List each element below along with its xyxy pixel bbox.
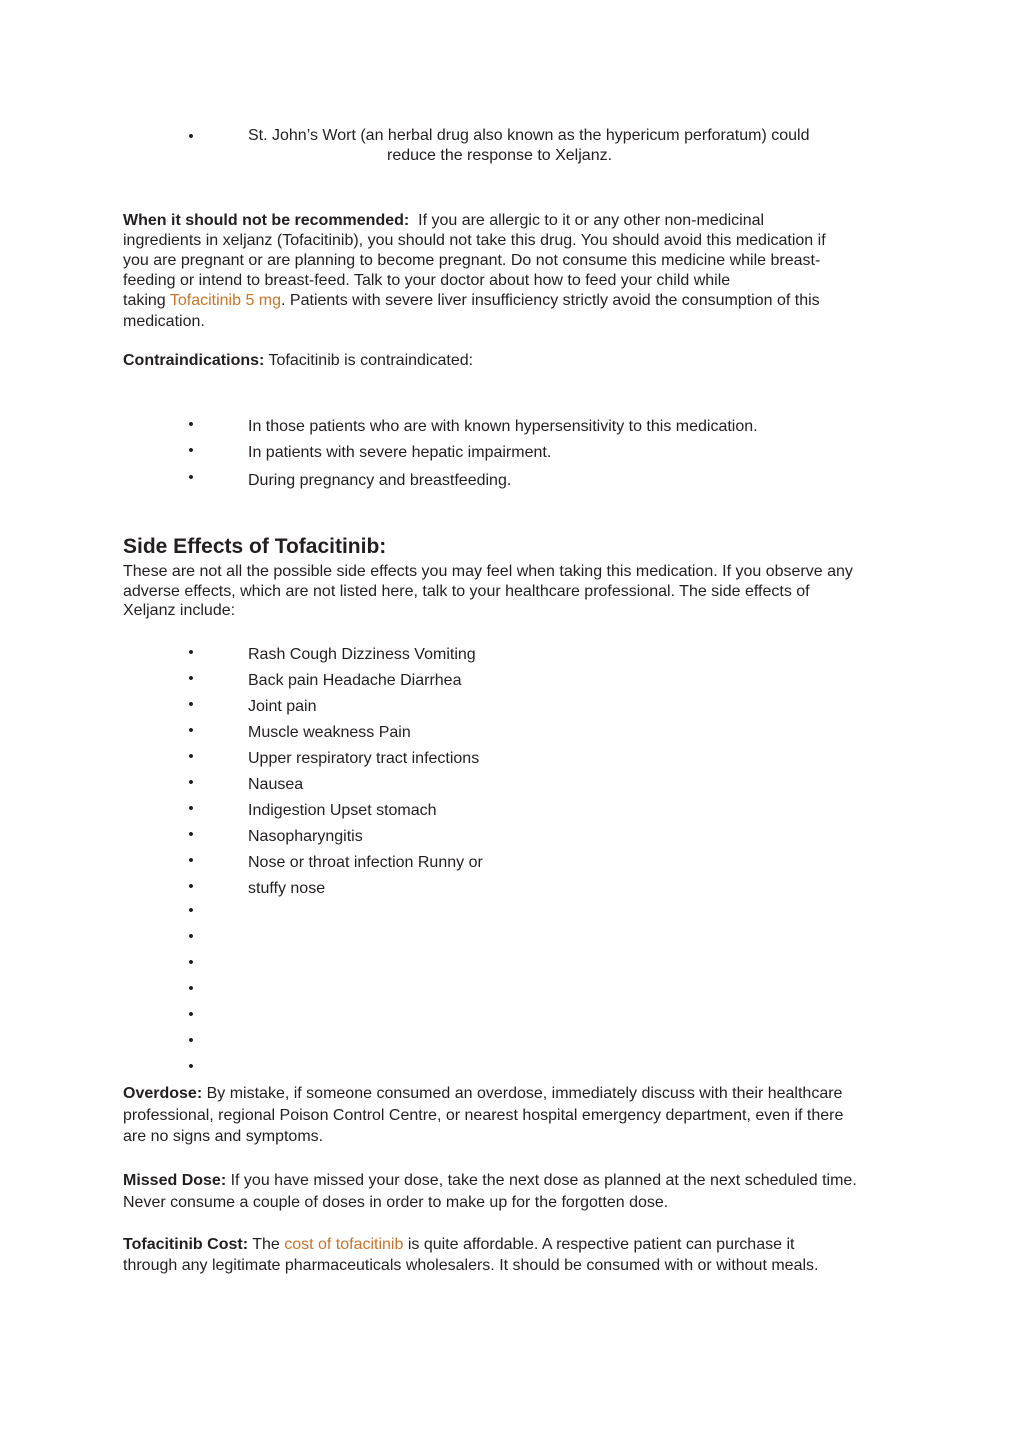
not-recommended-line-2: ingredients in xeljanz (Tofacitinib), you should not take this drug. You should avoid this medication if [123, 232, 826, 249]
list-item: Nose or throat infection Runny or [248, 854, 483, 871]
list-item: Indigestion Upset stomach [248, 802, 437, 819]
contraindications-label: Contraindications: [123, 352, 265, 369]
contraindications-text: Tofacitinib is contraindicated: [268, 352, 474, 369]
bullet-marker: • [188, 722, 194, 739]
bullet-marker: • [188, 469, 194, 486]
cost-label: Tofacitinib Cost: [123, 1236, 249, 1253]
tofacitinib-5mg-link[interactable]: Tofacitinib 5 mg [169, 292, 282, 309]
cost-line-1 [123, 1235, 794, 1255]
overdose-line-2: professional, regional Poison Control Centre, or nearest hospital emergency department, even if there [123, 1107, 844, 1124]
list-item: During pregnancy and breastfeeding. [248, 472, 512, 489]
list-item: Nausea [248, 776, 304, 793]
not-recommended-line-5 [123, 291, 820, 311]
side-effects-intro-line-3: Xeljanz include: [123, 602, 236, 619]
list-item: In those patients who are with known hypersensitivity to this medication. [248, 418, 758, 435]
not-recommended-line-3: you are pregnant or are planning to become pregnant. Do not consume this medicine while breast- [123, 252, 821, 269]
bullet-marker: • [188, 826, 194, 843]
list-item: Rash Cough Dizziness Vomiting [248, 646, 476, 663]
not-recommended-line-5-pre: taking [123, 292, 170, 309]
list-item: stuffy nose [248, 880, 326, 897]
list-item: Upper respiratory tract infections [248, 750, 480, 767]
not-recommended-line-1 [123, 211, 764, 231]
missed-dose-label: Missed Dose: [123, 1172, 227, 1189]
bullet-marker: • [188, 1006, 194, 1023]
overdose-line-3: are no signs and symptoms. [123, 1128, 324, 1145]
not-recommended-label: When it should not be recommended: [123, 212, 410, 229]
bullet-marker: • [188, 1032, 194, 1049]
missed-dose-text: If you have missed your dose, take the next dose as planned at the next scheduled time. [230, 1172, 857, 1189]
bullet-marker: • [188, 644, 194, 661]
bullet-marker: • [188, 980, 194, 997]
stjohns-line-2: reduce the response to Xeljanz. [387, 147, 613, 164]
missed-dose-line-1 [123, 1171, 857, 1191]
bullet-marker: • [188, 954, 194, 971]
list-item: Muscle weakness Pain [248, 724, 411, 741]
missed-dose-line-2: Never consume a couple of doses in order to make up for the forgotten dose. [123, 1194, 669, 1211]
side-effects-heading: Side Effects of Tofacitinib: [123, 535, 387, 558]
cost-line-2: through any legitimate pharmaceuticals wholesalers. It should be consumed with or without meals. [123, 1257, 819, 1274]
side-effects-intro-line-1: These are not all the possible side effects you may feel when taking this medication. If you observe any [123, 563, 853, 580]
not-recommended-line-5-post: . Patients with severe liver insufficiency strictly avoid the consumption of this [281, 292, 820, 309]
not-recommended-line-4: feeding or intend to breast-feed. Talk to your doctor about how to feed your child while [123, 272, 731, 289]
bullet-marker: • [188, 852, 194, 869]
bullet-marker: • [188, 878, 194, 895]
bullet-marker: • [188, 774, 194, 791]
bullet-marker: • [188, 442, 194, 459]
bullet-marker: • [188, 748, 194, 765]
bullet-marker: • [188, 1058, 194, 1075]
list-item: In patients with severe hepatic impairment. [248, 444, 552, 461]
bullet-marker: • [188, 928, 194, 945]
not-recommended-text: If you are allergic to it or any other non-medicinal [418, 212, 765, 229]
cost-line-1-pre: The [252, 1236, 285, 1253]
cost-line-1-post: is quite affordable. A respective patient can purchase it [403, 1236, 795, 1253]
overdose-line-1 [123, 1084, 842, 1104]
overdose-label: Overdose: [123, 1085, 203, 1102]
bullet-marker: • [188, 902, 194, 919]
overdose-text: By mistake, if someone consumed an overdose, immediately discuss with their healthcare [206, 1085, 843, 1102]
bullet-marker: • [188, 128, 194, 145]
not-recommended-line-6: medication. [123, 313, 205, 330]
contraindications-line [123, 351, 473, 371]
bullet-marker: • [188, 696, 194, 713]
stjohns-line-1: St. John’s Wort (an herbal drug also known as the hypericum perforatum) could [248, 127, 810, 144]
list-item: Back pain Headache Diarrhea [248, 672, 462, 689]
bullet-marker: • [188, 670, 194, 687]
list-item: Nasopharyngitis [248, 828, 363, 845]
bullet-marker: • [188, 800, 194, 817]
cost-of-tofacitinib-link[interactable]: cost of tofacitinib [284, 1236, 404, 1253]
bullet-marker: • [188, 416, 194, 433]
list-item: Joint pain [248, 698, 317, 715]
side-effects-intro-line-2: adverse effects, which are not listed here, talk to your healthcare professional. The side effects of [123, 583, 810, 600]
